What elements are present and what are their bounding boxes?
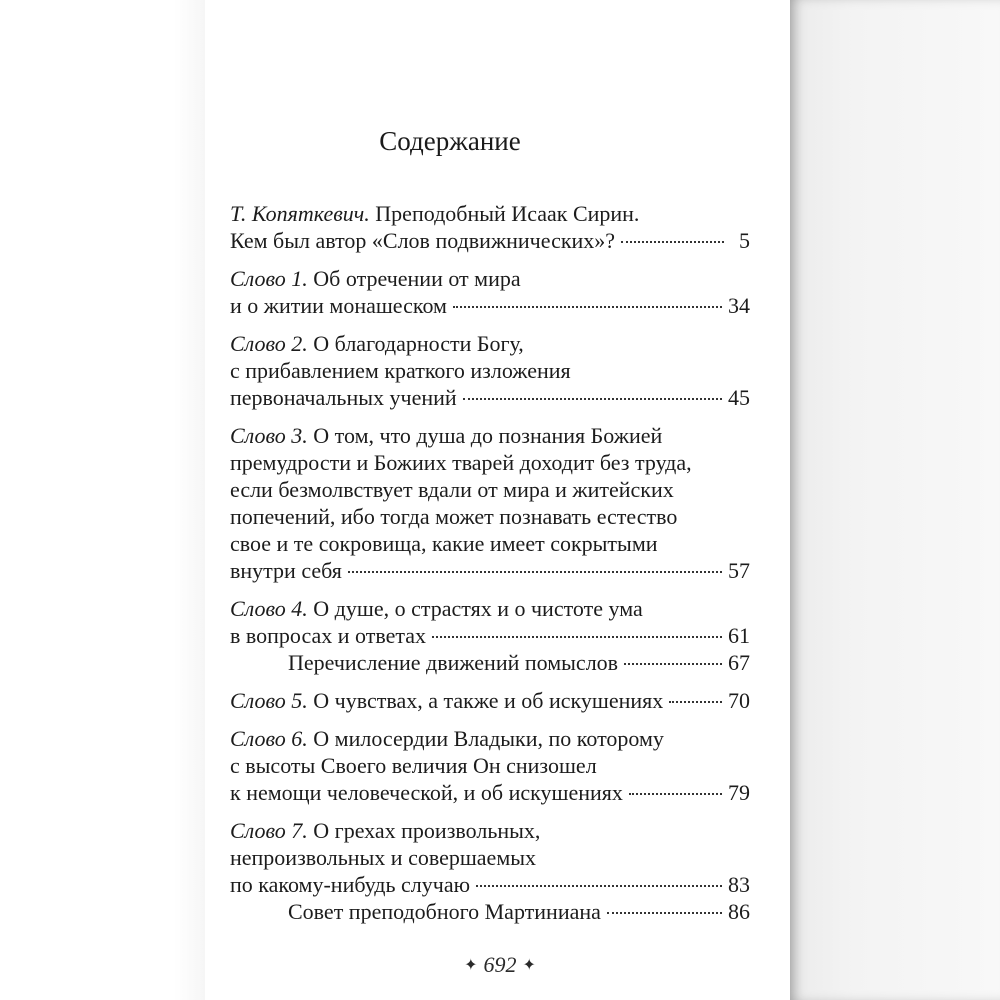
- toc-entry-line: [230, 557, 750, 584]
- toc-entry-line: [230, 422, 750, 449]
- toc-text: Кем был автор «Слов подвижнических»?: [230, 228, 616, 253]
- dot-leader: [621, 241, 724, 243]
- toc-entry: [230, 725, 750, 806]
- toc-slovo-label: Слово 4.: [230, 596, 308, 621]
- toc-entry: [230, 687, 750, 714]
- toc-entry-line: [230, 844, 750, 871]
- dot-leader: [453, 306, 722, 308]
- ornament-left-icon: ✦: [464, 957, 478, 974]
- dot-leader: [624, 663, 722, 665]
- toc-page-number: 67: [728, 650, 750, 675]
- toc-slovo-label: Слово 5.: [230, 688, 308, 713]
- toc-entry-line: [230, 752, 750, 779]
- toc-entry-line: [230, 357, 750, 384]
- toc-entry-line: [230, 476, 750, 503]
- toc-text: попечений, ибо тогда может познавать естество: [230, 504, 678, 529]
- toc-entry-line: [230, 622, 750, 649]
- toc-text: по какому-нибудь случаю: [230, 872, 471, 897]
- toc-text: О душе, о страстях и о чистоте ума: [307, 596, 643, 621]
- dot-leader: [348, 571, 722, 573]
- toc-entry: [230, 422, 750, 584]
- toc-text: с высоты Своего величия Он снизошел: [230, 753, 597, 778]
- toc-text: Преподобный Исаак Сирин.: [369, 201, 640, 226]
- toc-page-number: 57: [728, 558, 750, 583]
- toc-entry-line: [230, 292, 750, 319]
- dot-leader: [607, 912, 722, 914]
- toc-entry-line: [230, 687, 750, 714]
- dot-leader: [463, 398, 722, 400]
- toc-text: О том, что душа до познания Божией: [307, 423, 663, 448]
- facing-page-edge: [790, 0, 1000, 1000]
- toc-text: О благодарности Богу,: [307, 331, 524, 356]
- toc-slovo-label: Слово 6.: [230, 726, 308, 751]
- toc-text: если безмолвствует вдали от мира и житейских: [230, 477, 674, 502]
- dot-leader: [669, 701, 722, 703]
- toc-entry-line: [230, 725, 750, 752]
- toc-page-number: 86: [728, 899, 750, 924]
- toc-entry-line: [230, 449, 750, 476]
- toc-text: непроизвольных и совершаемых: [230, 845, 537, 870]
- dot-leader: [629, 793, 722, 795]
- toc-text: свое и те сокровища, какие имеет сокрытыми: [230, 531, 658, 556]
- page-number: 692: [483, 952, 517, 977]
- toc-text: с прибавлением краткого изложения: [230, 358, 571, 383]
- toc-entry: [230, 595, 750, 676]
- ornament-right-icon: ✦: [522, 957, 536, 974]
- toc-text: премудрости и Божиих тварей доходит без труда,: [230, 450, 692, 475]
- toc-slovo-label: Слово 1.: [230, 266, 308, 291]
- toc-entry: [230, 817, 750, 925]
- toc-text: Об отречении от мира: [307, 266, 521, 291]
- table-of-contents: [230, 200, 750, 936]
- toc-subentry-line: [230, 898, 750, 925]
- toc-slovo-label: Слово 7.: [230, 818, 308, 843]
- toc-text: внутри себя: [230, 558, 342, 583]
- toc-text: О грехах произвольных,: [307, 818, 541, 843]
- page-gutter: [0, 0, 205, 1000]
- toc-text: в вопросах и ответах: [230, 623, 427, 648]
- toc-page-number: 34: [728, 293, 750, 318]
- toc-text: Совет преподобного Мартиниана: [288, 899, 601, 924]
- toc-entry-line: [230, 503, 750, 530]
- toc-entry-line: [230, 200, 750, 227]
- toc-page-number: 79: [728, 780, 750, 805]
- toc-text: О чувствах, а также и об искушениях: [307, 688, 664, 713]
- toc-entry-line: [230, 817, 750, 844]
- toc-entry-line: [230, 265, 750, 292]
- toc-entry-line: [230, 330, 750, 357]
- toc-page-number: 45: [728, 385, 750, 410]
- dot-leader: [476, 885, 722, 887]
- page-footer: [430, 952, 570, 978]
- toc-page-number: 5: [739, 228, 750, 253]
- toc-entry: [230, 330, 750, 411]
- toc-text: к немощи человеческой, и об искушениях: [230, 780, 623, 805]
- toc-text: О милосердии Владыки, по которому: [307, 726, 664, 751]
- toc-text: и о житии монашеском: [230, 293, 447, 318]
- toc-author: Т. Копяткевич.: [230, 201, 370, 226]
- toc-text: первоначальных учений: [230, 385, 457, 410]
- toc-entry-line: [230, 384, 750, 411]
- toc-entry-line: [230, 530, 750, 557]
- toc-page-number: 61: [728, 623, 750, 648]
- toc-entry-line: [230, 779, 750, 806]
- toc-subentry-line: [230, 649, 750, 676]
- toc-page-number: 70: [728, 688, 750, 713]
- dot-leader: [432, 636, 722, 638]
- toc-page-number: 83: [728, 872, 750, 897]
- toc-entry: [230, 200, 750, 254]
- page-title: Содержание: [379, 126, 521, 156]
- toc-entry: [230, 265, 750, 319]
- toc-entry-line: [230, 595, 750, 622]
- toc-text: Перечисление движений помыслов: [288, 650, 619, 675]
- toc-slovo-label: Слово 2.: [230, 331, 308, 356]
- toc-entry-line: [230, 227, 750, 254]
- toc-entry-line: [230, 871, 750, 898]
- toc-slovo-label: Слово 3.: [230, 423, 308, 448]
